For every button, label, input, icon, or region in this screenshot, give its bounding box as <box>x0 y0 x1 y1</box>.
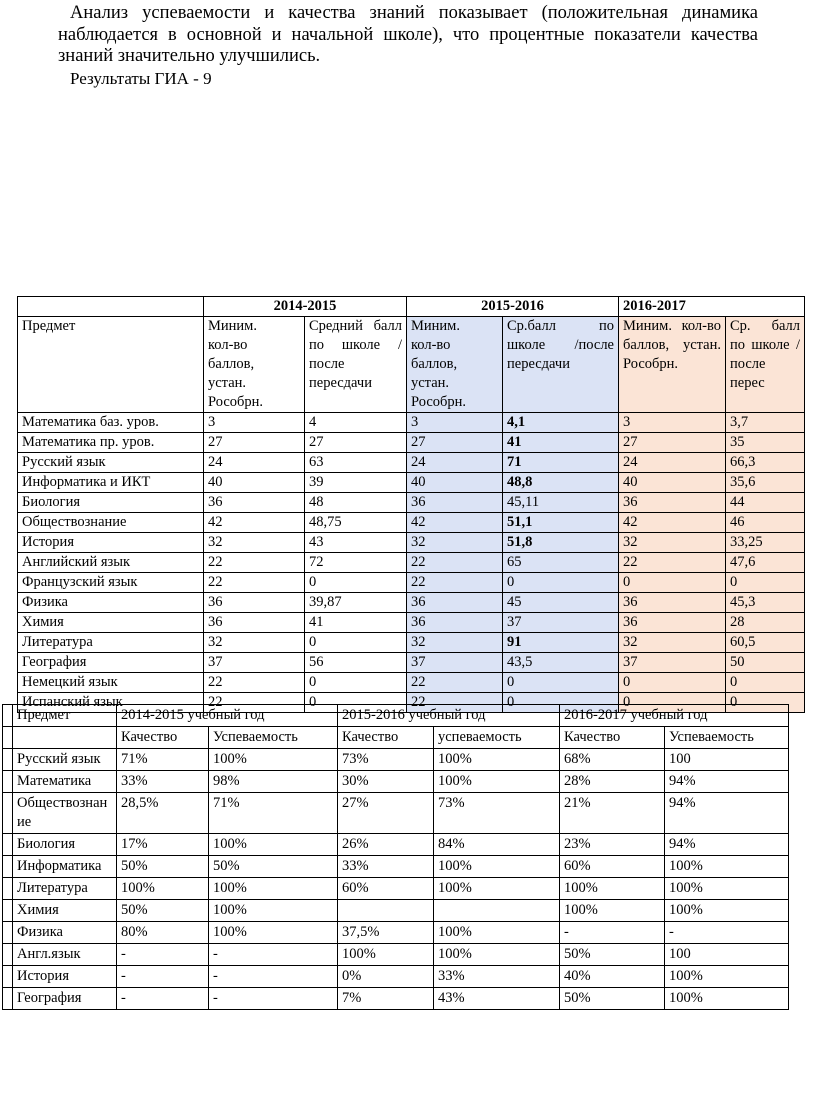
gia-cell-min15: 22 <box>407 573 503 593</box>
gia-cell-min14: 22 <box>204 673 305 693</box>
gia-cell-avg14: 41 <box>305 613 407 633</box>
gia-column-header-row <box>18 317 805 413</box>
gia-cell-avg15: 71 <box>503 453 619 473</box>
gia-cell-min16: 37 <box>619 653 726 673</box>
gia-results-table <box>17 296 805 713</box>
quality-cell-q15 <box>338 900 434 922</box>
gia-cell-min14: 40 <box>204 473 305 493</box>
gia-table-row <box>18 413 805 433</box>
quality-cell-subject: Англ.язык <box>13 944 117 966</box>
gia-subtitle: Результаты ГИА - 9 <box>70 68 212 88</box>
gia-cell-subject: История <box>18 533 204 553</box>
gia-table-row <box>18 453 805 473</box>
quality-cell-q16: 40% <box>560 966 665 988</box>
quality-cell-u16: 94% <box>665 834 789 856</box>
quality-cell-u15 <box>434 900 560 922</box>
quality-table-row <box>3 793 789 834</box>
gia-cell-avg16: 60,5 <box>726 633 805 653</box>
quality-cell-q15: 30% <box>338 771 434 793</box>
quality-cell-q15: 100% <box>338 944 434 966</box>
gia-cell-avg14: 48 <box>305 493 407 513</box>
quality-col-q14: Качество <box>117 727 209 749</box>
gia-cell-avg14: 39 <box>305 473 407 493</box>
gia-cell-avg16: 66,3 <box>726 453 805 473</box>
gia-cell-subject: Английский язык <box>18 553 204 573</box>
gia-col-avg-2015: Ср.балл по школе /после пересдачи <box>503 317 619 413</box>
gia-cell-min16: 27 <box>619 433 726 453</box>
quality-cell-q14: 100% <box>117 878 209 900</box>
quality-cell-u16: 100 <box>665 944 789 966</box>
gia-cell-avg14: 43 <box>305 533 407 553</box>
gia-year-header-row <box>18 297 805 317</box>
quality-cell-u14: 100% <box>209 834 338 856</box>
gia-cell-avg15: 0 <box>503 693 619 713</box>
quality-table-row <box>3 966 789 988</box>
quality-cell-q14: - <box>117 966 209 988</box>
gia-cell-avg16: 45,3 <box>726 593 805 613</box>
quality-cell-subject: Информатика <box>13 856 117 878</box>
gia-cell-avg14: 39,87 <box>305 593 407 613</box>
quality-table-row <box>3 988 789 1010</box>
gia-cell-min15: 36 <box>407 613 503 633</box>
gia-cell-min15: 40 <box>407 473 503 493</box>
gia-table-row <box>18 653 805 673</box>
gia-cell-avg16: 0 <box>726 573 805 593</box>
quality-cell-q15: 33% <box>338 856 434 878</box>
gia-year-2015: 2015-2016 <box>407 297 619 317</box>
quality-cell-u14: - <box>209 944 338 966</box>
quality-cell-q14: - <box>117 944 209 966</box>
gia-cell-min15: 24 <box>407 453 503 473</box>
gia-cell-avg14: 0 <box>305 573 407 593</box>
gia-col-avg-2014: Средний балл по школе / после пересдачи <box>305 317 407 413</box>
gia-col-subject: Предмет <box>18 317 204 413</box>
quality-cell-q16: 100% <box>560 900 665 922</box>
gia-cell-avg16: 33,25 <box>726 533 805 553</box>
gia-cell-avg15: 48,8 <box>503 473 619 493</box>
quality-cell-q14: - <box>117 988 209 1010</box>
gia-cell-min15: 3 <box>407 413 503 433</box>
gia-cell-avg16: 44 <box>726 493 805 513</box>
gia-cell-subject: Химия <box>18 613 204 633</box>
gia-cell-avg15: 41 <box>503 433 619 453</box>
quality-cell-q14: 50% <box>117 900 209 922</box>
gia-cell-min16: 36 <box>619 493 726 513</box>
quality-table <box>2 704 789 1010</box>
gia-cell-subject: Информатика и ИКТ <box>18 473 204 493</box>
gia-cell-min15: 36 <box>407 593 503 613</box>
quality-cell-u16: 100% <box>665 856 789 878</box>
quality-cell-u16: 100 <box>665 749 789 771</box>
gia-year-2014: 2014-2015 <box>204 297 407 317</box>
gia-cell-min15: 27 <box>407 433 503 453</box>
quality-table-row <box>3 922 789 944</box>
gia-cell-min14: 42 <box>204 513 305 533</box>
gia-cell-min15: 22 <box>407 693 503 713</box>
gia-cell-avg15: 51,1 <box>503 513 619 533</box>
quality-cell-u16: 100% <box>665 900 789 922</box>
quality-cell-q16: 60% <box>560 856 665 878</box>
gia-cell-subject: География <box>18 653 204 673</box>
quality-table-row <box>3 771 789 793</box>
intro-paragraph: Анализ успеваемости и качества знаний показывает (положительная динамика наблюдается в основной и начальной школе), что процентные показатели качества знаний значительно улучшились. <box>58 3 758 66</box>
quality-cell-u15: 100% <box>434 749 560 771</box>
quality-cell-u15: 84% <box>434 834 560 856</box>
gia-table-row <box>18 533 805 553</box>
gia-cell-avg14: 0 <box>305 693 407 713</box>
gia-cell-avg15: 51,8 <box>503 533 619 553</box>
gia-cell-subject: Французский язык <box>18 573 204 593</box>
gia-cell-avg15: 91 <box>503 633 619 653</box>
quality-cell-u14: 98% <box>209 771 338 793</box>
quality-cell-q14: 33% <box>117 771 209 793</box>
gia-cell-subject: Немецкий язык <box>18 673 204 693</box>
quality-cell-u15: 100% <box>434 944 560 966</box>
quality-col-u15: успеваемость <box>434 727 560 749</box>
quality-cell-u15: 100% <box>434 771 560 793</box>
gia-cell-min16: 36 <box>619 593 726 613</box>
quality-year-2014: 2014-2015 учебный год <box>117 705 338 727</box>
quality-col-q15: Качество <box>338 727 434 749</box>
gia-cell-avg14: 72 <box>305 553 407 573</box>
quality-col-subject: Предмет <box>13 705 117 727</box>
gia-cell-avg16: 46 <box>726 513 805 533</box>
quality-cell-u16: 100% <box>665 966 789 988</box>
gia-cell-min14: 27 <box>204 433 305 453</box>
gia-cell-avg16: 28 <box>726 613 805 633</box>
gia-cell-subject: Обществознание <box>18 513 204 533</box>
gia-cell-subject: Литература <box>18 633 204 653</box>
gia-cell-avg14: 63 <box>305 453 407 473</box>
gia-cell-avg15: 45,11 <box>503 493 619 513</box>
gia-cell-min16: 0 <box>619 693 726 713</box>
quality-subheader-row <box>3 727 789 749</box>
gia-cell-min16: 32 <box>619 633 726 653</box>
gia-cell-avg15: 45 <box>503 593 619 613</box>
gia-cell-min14: 24 <box>204 453 305 473</box>
gia-table-row <box>18 613 805 633</box>
gia-cell-min14: 22 <box>204 693 305 713</box>
quality-cell-u14: 71% <box>209 793 338 834</box>
quality-cell-q16: 100% <box>560 878 665 900</box>
quality-cell-q14: 28,5% <box>117 793 209 834</box>
gia-cell-subject: Физика <box>18 593 204 613</box>
gia-cell-min16: 0 <box>619 673 726 693</box>
gia-cell-avg16: 0 <box>726 673 805 693</box>
gia-cell-min16: 36 <box>619 613 726 633</box>
quality-table-row <box>3 856 789 878</box>
intro-block <box>58 3 758 89</box>
quality-cell-q16: 50% <box>560 944 665 966</box>
quality-table-row <box>3 749 789 771</box>
quality-cell-q16: 23% <box>560 834 665 856</box>
quality-cell-subject: Биология <box>13 834 117 856</box>
gia-cell-avg16: 3,7 <box>726 413 805 433</box>
quality-col-u14: Успеваемость <box>209 727 338 749</box>
gia-cell-min16: 42 <box>619 513 726 533</box>
quality-cell-q15: 26% <box>338 834 434 856</box>
quality-cell-u16: 100% <box>665 988 789 1010</box>
gia-cell-min15: 36 <box>407 493 503 513</box>
quality-cell-q16: 28% <box>560 771 665 793</box>
quality-cell-u15: 73% <box>434 793 560 834</box>
gia-col-avg-2016: Ср. балл по школе / после перес <box>726 317 805 413</box>
quality-cell-u14: 100% <box>209 922 338 944</box>
quality-col-u16: Успеваемость <box>665 727 789 749</box>
quality-cell-subject: География <box>13 988 117 1010</box>
gia-cell-avg16: 35 <box>726 433 805 453</box>
quality-col-q16: Качество <box>560 727 665 749</box>
gia-cell-avg14: 27 <box>305 433 407 453</box>
quality-cell-q16: 21% <box>560 793 665 834</box>
gia-table-row <box>18 493 805 513</box>
gia-table-row <box>18 513 805 533</box>
gia-cell-min14: 32 <box>204 533 305 553</box>
gia-cell-min15: 32 <box>407 633 503 653</box>
gia-col-min-2014: Миним. кол-во баллов, устан. Рособрн. <box>204 317 305 413</box>
quality-cell-q14: 71% <box>117 749 209 771</box>
quality-cell-q14: 80% <box>117 922 209 944</box>
quality-cell-u15: 43% <box>434 988 560 1010</box>
quality-cell-u16: - <box>665 922 789 944</box>
quality-cell-u15: 33% <box>434 966 560 988</box>
gia-cell-min16: 24 <box>619 453 726 473</box>
gia-cell-min16: 40 <box>619 473 726 493</box>
quality-cell-q15: 60% <box>338 878 434 900</box>
quality-cell-subject: История <box>13 966 117 988</box>
quality-year-2016: 2016-2017 учебный год <box>560 705 789 727</box>
gia-cell-min16: 3 <box>619 413 726 433</box>
gia-table-row <box>18 673 805 693</box>
gia-cell-subject: Математика пр. уров. <box>18 433 204 453</box>
gia-cell-avg15: 0 <box>503 573 619 593</box>
gia-table-row <box>18 593 805 613</box>
quality-table-row <box>3 900 789 922</box>
quality-cell-u16: 100% <box>665 878 789 900</box>
quality-cell-u15: 100% <box>434 878 560 900</box>
quality-cell-subject: Обществознание <box>13 793 117 834</box>
gia-cell-avg14: 56 <box>305 653 407 673</box>
quality-cell-u14: - <box>209 988 338 1010</box>
quality-cell-u14: 100% <box>209 900 338 922</box>
quality-cell-q14: 17% <box>117 834 209 856</box>
gia-cell-avg14: 4 <box>305 413 407 433</box>
gia-cell-min15: 42 <box>407 513 503 533</box>
quality-cell-subject: Физика <box>13 922 117 944</box>
quality-cell-u16: 94% <box>665 793 789 834</box>
quality-cell-subject: Химия <box>13 900 117 922</box>
quality-cell-u15: 100% <box>434 856 560 878</box>
gia-col-min-2015: Миним. кол-во баллов, устан. Рособрн. <box>407 317 503 413</box>
gia-cell-avg16: 47,6 <box>726 553 805 573</box>
quality-cell-u14: 50% <box>209 856 338 878</box>
gia-cell-avg16: 0 <box>726 693 805 713</box>
gia-cell-avg15: 0 <box>503 673 619 693</box>
quality-cell-q16: 50% <box>560 988 665 1010</box>
quality-cell-q15: 7% <box>338 988 434 1010</box>
gia-cell-min14: 22 <box>204 573 305 593</box>
gia-cell-avg16: 35,6 <box>726 473 805 493</box>
gia-year-2016: 2016-2017 <box>619 297 805 317</box>
gia-cell-avg15: 37 <box>503 613 619 633</box>
quality-cell-u14: - <box>209 966 338 988</box>
gia-cell-avg14: 48,75 <box>305 513 407 533</box>
quality-year-header-row <box>3 705 789 727</box>
gia-cell-min14: 36 <box>204 593 305 613</box>
gia-cell-min15: 32 <box>407 533 503 553</box>
quality-cell-q16: 68% <box>560 749 665 771</box>
quality-cell-subject: Литература <box>13 878 117 900</box>
gia-cell-min16: 0 <box>619 573 726 593</box>
gia-table-row <box>18 473 805 493</box>
gia-cell-min14: 36 <box>204 613 305 633</box>
quality-cell-subject: Математика <box>13 771 117 793</box>
quality-cell-u14: 100% <box>209 878 338 900</box>
gia-table-row <box>18 633 805 653</box>
gia-cell-min14: 32 <box>204 633 305 653</box>
gia-cell-subject: Испанский язык <box>18 693 204 713</box>
quality-table-row <box>3 834 789 856</box>
quality-cell-q15: 73% <box>338 749 434 771</box>
gia-cell-avg16: 50 <box>726 653 805 673</box>
gia-cell-avg14: 0 <box>305 633 407 653</box>
quality-table-row <box>3 944 789 966</box>
gia-table-row <box>18 573 805 593</box>
gia-table-row <box>18 433 805 453</box>
gia-cell-avg15: 65 <box>503 553 619 573</box>
gia-cell-min15: 37 <box>407 653 503 673</box>
gia-cell-min14: 22 <box>204 553 305 573</box>
quality-cell-u15: 100% <box>434 922 560 944</box>
quality-cell-q15: 27% <box>338 793 434 834</box>
gia-cell-min14: 36 <box>204 493 305 513</box>
quality-cell-u16: 94% <box>665 771 789 793</box>
quality-table-row <box>3 878 789 900</box>
gia-cell-min16: 22 <box>619 553 726 573</box>
quality-year-2015: 2015-2016 учебный год <box>338 705 560 727</box>
quality-cell-q14: 50% <box>117 856 209 878</box>
gia-cell-avg15: 4,1 <box>503 413 619 433</box>
gia-col-min-2016: Миним. кол-во баллов, устан. Рособрн. <box>619 317 726 413</box>
quality-cell-q15: 37,5% <box>338 922 434 944</box>
gia-cell-min16: 32 <box>619 533 726 553</box>
gia-table-row <box>18 553 805 573</box>
quality-cell-subject: Русский язык <box>13 749 117 771</box>
gia-cell-avg15: 43,5 <box>503 653 619 673</box>
gia-cell-min14: 3 <box>204 413 305 433</box>
gia-cell-min15: 22 <box>407 673 503 693</box>
gia-cell-avg14: 0 <box>305 673 407 693</box>
gia-cell-min14: 37 <box>204 653 305 673</box>
gia-cell-subject: Русский язык <box>18 453 204 473</box>
quality-cell-u14: 100% <box>209 749 338 771</box>
quality-cell-q16: - <box>560 922 665 944</box>
gia-cell-subject: Биология <box>18 493 204 513</box>
quality-cell-q15: 0% <box>338 966 434 988</box>
gia-cell-min15: 22 <box>407 553 503 573</box>
gia-cell-subject: Математика баз. уров. <box>18 413 204 433</box>
